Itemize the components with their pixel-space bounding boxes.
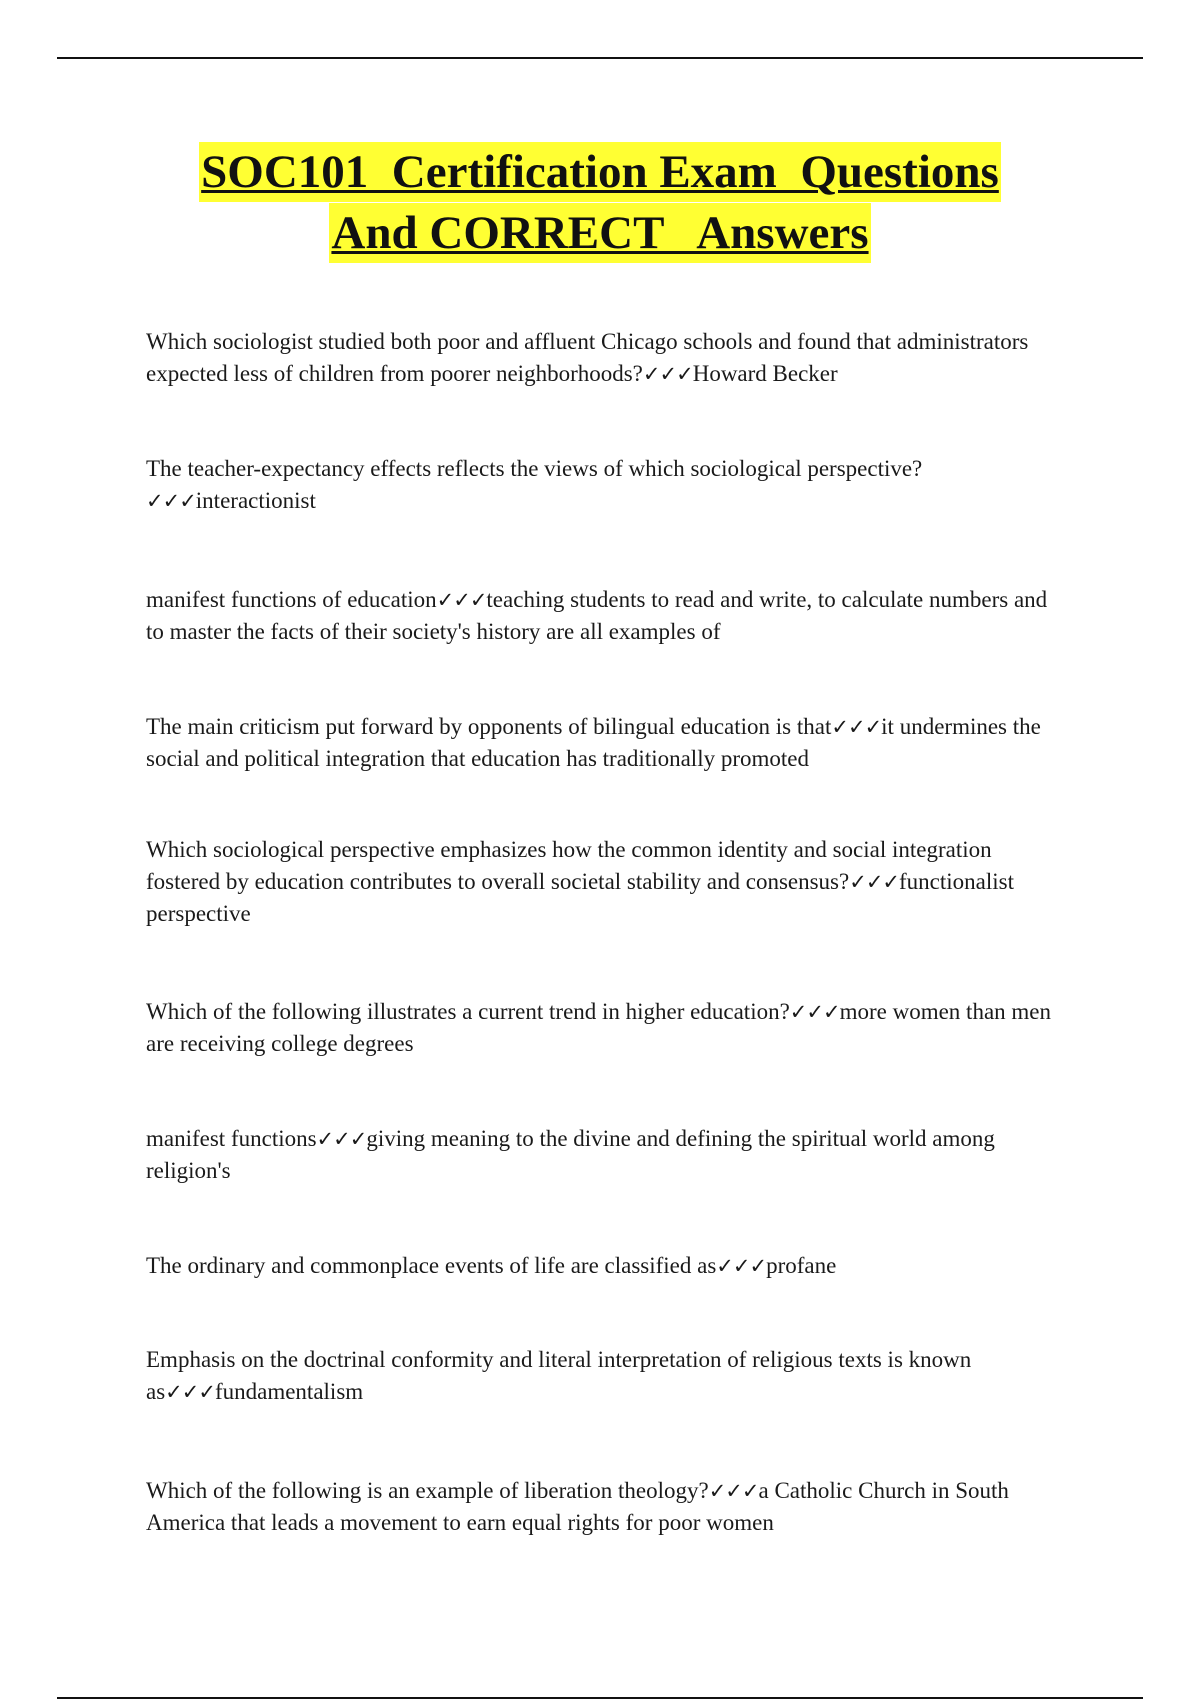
question-text: Emphasis on the doctrinal conformity and literal interpretation of religious texts is known as (146, 1347, 972, 1404)
answer-text: profane (766, 1253, 837, 1278)
question-text: manifest functions (146, 1126, 317, 1151)
top-rule (57, 57, 1143, 59)
qa-item (146, 1475, 1066, 1539)
question-text: The teacher-expectancy effects reflects the views of which sociological perspective? (146, 456, 923, 481)
check-marks-icon: ✓✓✓ (849, 870, 900, 894)
check-marks-icon: ✓✓✓ (708, 1479, 759, 1503)
qa-item (146, 453, 1066, 517)
answer-text: fundamentalism (214, 1379, 364, 1404)
answer-text: a Catholic Church in South America that leads a movement to earn equal rights for poor women (146, 1478, 1009, 1535)
question-text: Which sociologist studied both poor and affluent Chicago schools and found that administrators expected less of children from poorer neighborhoods? (146, 329, 1029, 386)
bottom-rule (57, 1697, 1143, 1699)
check-marks-icon: ✓✓✓ (436, 588, 487, 612)
answer-text: teaching students to read and write, to calculate numbers and to master the facts of their society's history are all examples of (146, 587, 1048, 644)
title-line-1: SOC101 Certification Exam Questions (199, 142, 1001, 202)
qa-item (146, 711, 1066, 775)
question-text: The ordinary and commonplace events of life are classified as (146, 1253, 717, 1278)
qa-item (146, 1344, 1066, 1408)
check-marks-icon: ✓✓✓ (642, 362, 693, 386)
answer-text: giving meaning to the divine and defining the spiritual world among religion's (146, 1126, 995, 1183)
title-line-2: And CORRECT Answers (329, 203, 870, 263)
answer-text: functionalist perspective (146, 869, 1014, 926)
answer-text: Howard Becker (692, 361, 838, 386)
qa-item (146, 584, 1066, 648)
check-marks-icon: ✓✓✓ (716, 1254, 767, 1278)
qa-item (146, 834, 1066, 930)
qa-item (146, 1250, 1066, 1282)
answer-text: more women than men are receiving college degrees (146, 999, 1052, 1056)
check-marks-icon: ✓✓✓ (789, 1000, 840, 1024)
check-marks-icon: ✓✓✓ (316, 1127, 367, 1151)
qa-item (146, 1123, 1066, 1187)
question-text: manifest functions of education (146, 587, 437, 612)
check-marks-icon: ✓✓✓ (831, 715, 882, 739)
question-text: Which sociological perspective emphasizes how the common identity and social integration fostered by education contributes to overall societal stability and consensus? (146, 837, 992, 894)
answer-text: it undermines the social and political integration that education has traditionally promoted (146, 714, 1041, 771)
check-marks-icon: ✓✓✓ (146, 489, 196, 513)
answer-text: interactionist (195, 488, 316, 513)
qa-item (146, 326, 1066, 390)
document-title (100, 142, 1100, 264)
question-text: Which of the following is an example of liberation theology? (146, 1478, 709, 1503)
question-text: Which of the following illustrates a current trend in higher education? (146, 999, 790, 1024)
qa-item (146, 996, 1066, 1060)
check-marks-icon: ✓✓✓ (165, 1380, 215, 1404)
question-text: The main criticism put forward by opponents of bilingual education is that (146, 714, 832, 739)
